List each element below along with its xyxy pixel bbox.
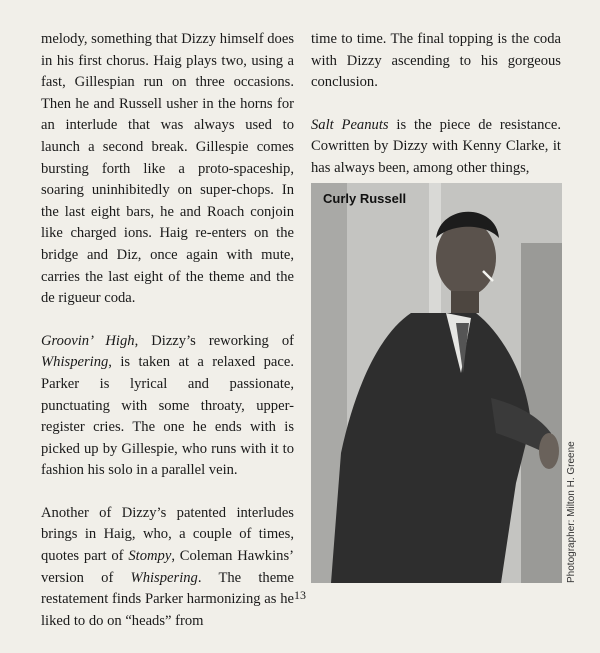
page-number: 13 [294,588,306,602]
paragraph-text: melody, something that Dizzy himself does in his first chorus. Haig plays two, using a fast, Gillespian run on three occasions. Then he and Russell usher in the horns for an interlude that was always used to launch a second break. Gillespie comes bursting forth like a proto-spaceship, soaring uninhibitedly on super-chops. In the last eight bars, he and Roach conjoin like charged ions. Haig re-enters on the bridge and Diz, once again with mute, carries the last eight of the theme and the de rigueur coda. [41,31,294,307]
right-column [311,29,561,201]
paragraph-text: , Coleman Hawkins’ version of [41,548,294,586]
paragraph-interludes [41,503,294,633]
paragraph-groovin-high [41,331,294,482]
paragraph-salt-peanuts [311,115,561,180]
song-title: Whispering [41,354,109,371]
paragraph-text: time to time. The final topping is the coda with Dizzy ascending to his gorgeous conclusion. [311,31,561,91]
paragraph-text: , is taken at a relaxed pace. Parker is lyrical and passionate, punctuating with some throaty, upper-register cries. The one he ends with is picked up by Gillespie, who runs with it to fashion his solo in a parallel vein. [41,354,294,479]
paragraph-continued [41,29,294,310]
photo-caption: Curly Russell [323,191,407,206]
song-title: Salt Peanuts [311,116,389,133]
song-title: Groovin’ High [41,332,135,349]
song-title: Stompy [128,548,172,565]
paragraph-text: is the piece de resistance. Cowritten by Dizzy with Kenny Clarke, it has always been, among other things, [311,116,562,176]
photograph [311,183,562,583]
left-column [41,29,294,653]
paragraph-text: . The theme restatement finds Parker harmonizing as he liked to do on “heads” from [41,569,294,629]
paragraph-text: , Dizzy’s reworking of [134,332,294,349]
paragraph-continued [311,29,561,94]
paragraph-text: Another of Dizzy’s patented interludes brings in Haig, who, a couple of times, quotes part of [41,504,294,565]
song-title: Whispering [130,569,198,586]
photographer-credit: Photographer: Milton H. Greene [566,441,577,583]
photo-illustration [311,183,562,583]
